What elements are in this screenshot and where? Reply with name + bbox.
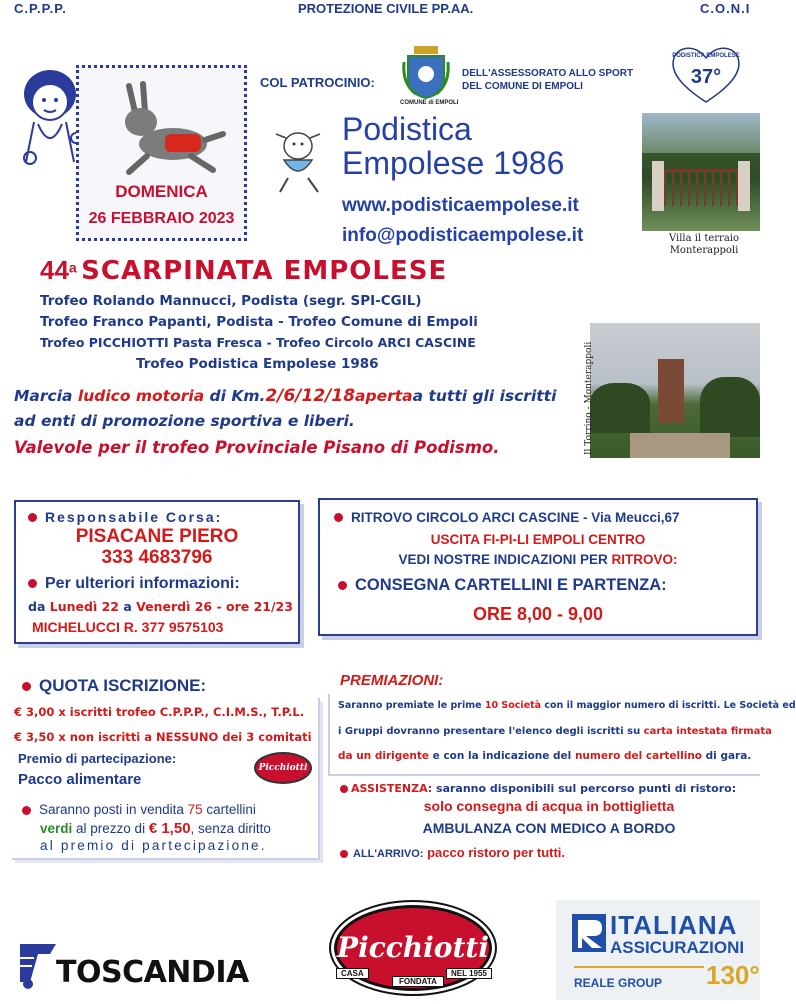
tower-caption: Il Torrino - Monterappoli [584,341,594,455]
office-line1: DELL'ASSESSORATO ALLO SPORT [462,68,634,79]
awards-p3-d: di gara. [702,750,752,762]
contact-label: Responsabile Corsa: [45,509,223,525]
alt-phone[interactable]: 377 9575103 [141,619,224,635]
meeting-line1: RITROVO CIRCOLO ARCI CASCINE - Via Meucci,67 [351,510,680,525]
picchiotti-ribbon [334,966,494,986]
note-line2 [40,820,271,837]
assist-row [340,782,736,795]
description-line1 [14,386,556,406]
note-d: , senza diritto [190,821,271,836]
picchiotti-text: Picchiotti [337,931,489,964]
bullet-icon [340,850,348,858]
assist-label: ASSISTENZA: [351,782,433,795]
alt-contact [32,619,223,635]
italiana-line2: ASSICURAZIONI [610,938,745,957]
note-c: al prezzo di [72,821,149,836]
meeting-box [318,498,758,636]
empoli-crest-icon [402,44,450,100]
note-line1 [22,802,256,817]
tower-photo [590,323,760,458]
edition-sup: a [68,259,77,276]
contact-label-row [28,509,222,527]
awards-p3-a: da un dirigente [338,750,430,762]
bullet-icon [340,785,348,793]
fee-1: € 3,00 x iscritti trofeo C.P.P.P., C.I.M.S., T.P.L. [14,705,305,719]
stamp-day: DOMENICA [115,182,208,201]
info-label-row [28,575,240,593]
crest-caption: COMUNE di EMPOLI [400,100,459,106]
bullet-icon [338,581,347,590]
organizer-website[interactable]: www.podisticaempolese.it [342,195,579,216]
desc-km: di Km. [204,387,266,405]
description-line2: ad enti di promozione sportiva e liberi. [14,412,355,430]
toscandia-text: TOSCANDIA [56,955,249,990]
bullet-icon [22,682,31,691]
italiana-logo [556,900,760,1000]
desc-aperta: aperta [355,387,413,405]
assist-line3: AMBULANZA CON MEDICO A BORDO [422,820,676,836]
event-title: SCARPINATA EMPOLESE [81,256,448,286]
prize: Pacco alimentare [18,771,142,788]
meeting-line3-a: VEDI NOSTRE INDICAZIONI PER [398,552,612,567]
organizer-name-line2: Empolese 1986 [342,145,565,181]
organizer-email[interactable]: info@podisticaempolese.it [342,225,584,246]
trophy-4: Trofeo Podistica Empolese 1986 [136,356,379,372]
event-stamp [76,65,247,241]
alt-name: MICHELUCCI R. [32,619,138,635]
meeting-line3-b: RITROVO: [611,552,678,567]
note-price: € 1,50 [148,820,191,837]
awards-p1-a: Saranno premiate le prime [338,700,485,711]
patronage-label: COL PATROCINIO: [260,75,375,90]
awards-p1-c: con il maggior numero di iscritti. Le Società ed [541,700,796,711]
awards-p3-b: e con la indicazione del [429,750,575,762]
contact-phone[interactable]: 333 4683796 [101,547,213,568]
assist-line2: solo consegna di acqua in bottiglietta [423,798,675,814]
meeting-line5: ORE 8,00 - 9,00 [472,604,604,624]
italiana-130: 130° [706,960,760,990]
meeting-line1-row [334,509,680,527]
contact-name: PISACANE PIERO [75,526,239,547]
header-left: C.P.P.P. [14,1,67,16]
awards-p2-red: carta intestata firmata [643,726,772,737]
description-line3: Valevole per il trofeo Provinciale Pisano di Podismo. [14,438,500,457]
info-label: Per ulteriori informazioni: [45,575,240,592]
runner-mascot-icon [270,130,326,196]
fees-title-row [22,676,206,696]
fees-title: QUOTA ISCRIZIONE: [39,676,207,695]
arrival-text: pacco ristoro per tutti. [423,845,566,860]
donkey-icon [101,78,226,178]
heart-badge-text: PODISTICA EMPOLESE [672,53,740,59]
awards-p1 [338,700,796,711]
meeting-line2: USCITA FI-PI-LI EMPOLI CENTRO [430,532,646,547]
contact-box [14,500,300,644]
trophy-3: Trofeo PICCHIOTTI Pasta Fresca - Trofeo Circolo ARCI CASCINE [40,335,476,350]
awards-p3-c: numero del cartellino [574,750,703,762]
days-lunedi: Lunedì 22 [49,599,119,614]
note-e: al premio di partecipazione. [40,838,267,853]
desc-ludico: ludico motoria [77,387,205,405]
arrival-label: ALL'ARRIVO: [353,848,424,860]
awards-p1-b: 10 Società [484,700,542,711]
trophy-1: Trofeo Rolando Mannucci, Podista (segr. SPI-CGIL) [40,293,422,309]
heart-badge-number: 37° [690,66,722,88]
awards-title: PREMIAZIONI: [340,672,444,689]
days-a: a [118,599,137,614]
italiana-r-icon [572,914,606,952]
event-title-row [40,255,447,286]
days-hours: - ore 21/23 [212,599,293,614]
ribbon-mid: FONDATA [392,976,444,987]
note-count: 75 [187,802,203,817]
meeting-line3 [320,552,756,567]
prize-label: Premio di partecipazione: [18,751,177,766]
ribbon-left: CASA [336,968,369,979]
italiana-line1: ITALIANA [610,910,738,940]
bullet-icon [22,806,31,815]
assist-text: saranno disponibili sul percorso punti di ristoro: [432,782,737,795]
villa-caption-line2: Monterappoli [669,245,739,256]
days-venerdi: Venerdì 26 [136,599,213,614]
meeting-line4: CONSEGNA CARTELLINI E PARTENZA: [355,576,667,594]
meeting-line4-row [338,576,667,595]
picchiotti-small-logo [254,752,312,784]
header-right: C.O.N.I [700,1,751,16]
note-b: cartellini [202,802,256,817]
bullet-icon [28,513,37,522]
edition-number: 44 [40,255,69,285]
awards-p3 [338,750,751,762]
bullet-icon [334,513,343,522]
note-green: verdi [40,821,73,836]
office-line2: DEL COMUNE DI EMPOLI [462,81,583,92]
info-days [28,599,293,614]
bullet-icon [28,579,37,588]
villa-caption-line1: Villa il terraio [668,233,740,244]
italiana-line3: REALE GROUP [574,976,663,990]
fees-box [12,698,320,860]
trophy-2: Trofeo Franco Papanti, Podista - Trofeo Comune di Empoli [40,314,478,330]
desc-marcia: Marcia [14,387,78,405]
arrival-row [340,845,565,860]
fee-2: € 3,50 x non iscritti a NESSUNO dei 3 comitati [14,730,312,744]
villa-photo [642,113,760,231]
organizer-name-line1: Podistica [342,111,472,147]
ribbon-right: NEL 1955 [446,968,492,979]
picchiotti-small-text: Picchiotti [258,763,308,773]
desc-distances: 2/6/12/18 [265,386,356,406]
desc-tutti: a tutti gli iscritti [412,387,557,405]
note-a: Saranno posti in vendita [39,802,188,817]
stamp-date: 26 FEBBRAIO 2023 [88,210,235,227]
awards-p2 [338,726,772,737]
header-center: PROTEZIONE CIVILE PP.AA. [298,1,474,16]
days-da: da [28,599,50,614]
awards-p2-a: i Gruppi dovranno presentare l'elenco degli iscritti su [338,726,644,737]
